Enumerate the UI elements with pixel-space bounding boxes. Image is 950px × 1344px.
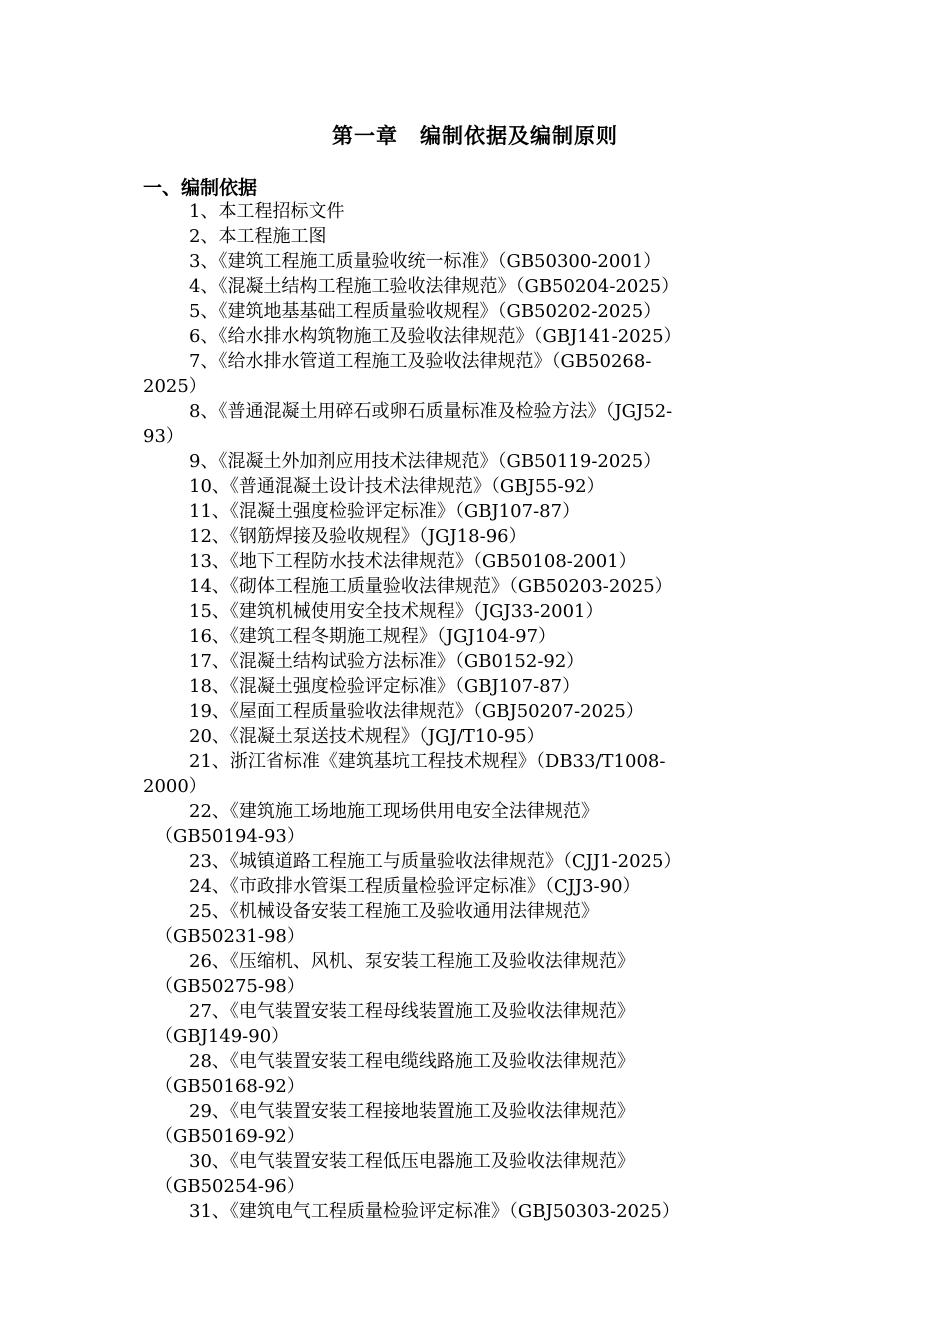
reference-item xyxy=(143,899,808,949)
reference-item-text: 7、《给水排水管道工程施工及验收法律规范》（GB50268- xyxy=(189,351,652,372)
reference-item-text: 5、《建筑地基基础工程质量验收规程》（GB50202-2025） xyxy=(189,301,662,322)
reference-item-text: 21、浙江省标准《建筑基坑工程技术规程》（DB33/T1008- xyxy=(189,751,666,772)
reference-item-text: 16、《建筑工程冬期施工规程》（JGJ104-97） xyxy=(189,626,557,647)
reference-item-text: 28、《电气装置安装工程电缆线路施工及验收法律规范》 xyxy=(189,1051,635,1072)
reference-item-continuation: （GB50275-98） xyxy=(155,976,305,997)
reference-item xyxy=(143,1099,808,1149)
reference-item-text: 10、《普通混凝土设计技术法律规范》（GBJ55-92） xyxy=(189,476,605,497)
reference-item-continuation: （GB50194-93） xyxy=(155,826,305,847)
reference-item-text: 24、《市政排水管渠工程质量检验评定标准》（CJJ3-90） xyxy=(189,876,641,897)
reference-item-text: 29、《电气装置安装工程接地装置施工及验收法律规范》 xyxy=(189,1101,635,1122)
reference-item-text: 26、《压缩机、风机、泵安装工程施工及验收法律规范》 xyxy=(189,951,635,972)
reference-item-text: 20、《混凝土泵送技术规程》（JGJ/T10-95） xyxy=(189,726,545,747)
reference-item-text: 31、《建筑电气工程质量检验评定标准》（GBJ50303-2025） xyxy=(189,1201,680,1222)
reference-item xyxy=(143,949,808,999)
reference-item-text: 17、《混凝土结构试验方法标准》（GB0152-92） xyxy=(189,651,585,672)
reference-item-continuation: （GBJ149-90） xyxy=(155,1026,290,1047)
section-heading: 一、编制依据 xyxy=(143,177,258,199)
reference-item xyxy=(143,724,808,749)
reference-item xyxy=(143,474,808,499)
reference-item-text: 19、《屋面工程质量验收法律规范》（GBJ50207-2025） xyxy=(189,701,644,722)
reference-item-text: 2、本工程施工图 xyxy=(189,226,327,247)
reference-item xyxy=(143,349,808,399)
reference-item-text: 12、《钢筋焊接及验收规程》（JGJ18-96） xyxy=(189,526,527,547)
reference-item-text: 18、《混凝土强度检验评定标准》（GBJ107-87） xyxy=(189,676,581,697)
reference-item-continuation: （GB50168-92） xyxy=(155,1076,305,1097)
reference-item-text: 3、《建筑工程施工质量验收统一标准》（GB50300-2001） xyxy=(189,251,662,272)
reference-item xyxy=(143,699,808,724)
reference-item xyxy=(143,649,808,674)
reference-item xyxy=(143,799,808,849)
reference-item-continuation: 2025） xyxy=(143,376,207,397)
reference-item xyxy=(143,674,808,699)
reference-item-continuation: （GB50231-98） xyxy=(155,926,305,947)
reference-item-text: 4、《混凝土结构工程施工验收法律规范》（GB50204-2025） xyxy=(189,276,680,297)
reference-item xyxy=(143,499,808,524)
reference-item xyxy=(143,599,808,624)
reference-item xyxy=(143,549,808,574)
reference-item xyxy=(143,274,808,299)
reference-item-text: 9、《混凝土外加剂应用技术法律规范》（GB50119-2025） xyxy=(189,451,662,472)
reference-item-continuation: 93） xyxy=(143,426,184,447)
reference-item xyxy=(143,1049,808,1099)
reference-item-text: 8、《普通混凝土用碎石或卵石质量标准及检验方法》（JGJ52- xyxy=(189,401,673,422)
reference-list xyxy=(143,199,808,1224)
reference-item-text: 13、《地下工程防水技术法律规范》（GB50108-2001） xyxy=(189,551,637,572)
reference-item xyxy=(143,399,808,449)
reference-item xyxy=(143,1149,808,1199)
reference-item xyxy=(143,574,808,599)
reference-item xyxy=(143,299,808,324)
reference-item xyxy=(143,199,808,224)
reference-item-continuation: （GB50169-92） xyxy=(155,1126,305,1147)
reference-item-text: 15、《建筑机械使用安全技术规程》（JGJ33-2001） xyxy=(189,601,604,622)
reference-item-text: 6、《给水排水构筑物施工及验收法律规范》（GBJ141-2025） xyxy=(189,326,682,347)
reference-item-continuation: 2000） xyxy=(143,776,207,797)
chapter-title: 第一章 编制依据及编制原则 xyxy=(332,124,618,148)
reference-item xyxy=(143,624,808,649)
reference-item xyxy=(143,849,808,874)
reference-item-text: 27、《电气装置安装工程母线装置施工及验收法律规范》 xyxy=(189,1001,635,1022)
reference-item xyxy=(143,524,808,549)
reference-item xyxy=(143,874,808,899)
reference-item-text: 11、《混凝土强度检验评定标准》（GBJ107-87） xyxy=(189,501,581,522)
reference-item xyxy=(143,999,808,1049)
reference-item-continuation: （GB50254-96） xyxy=(155,1176,305,1197)
reference-item-text: 22、《建筑施工场地施工现场供用电安全法律规范》 xyxy=(189,801,599,822)
reference-item-text: 25、《机械设备安装工程施工及验收通用法律规范》 xyxy=(189,901,599,922)
reference-item-text: 14、《砌体工程施工质量验收法律规范》（GB50203-2025） xyxy=(189,576,673,597)
reference-item-text: 30、《电气装置安装工程低压电器施工及验收法律规范》 xyxy=(189,1151,635,1172)
reference-item xyxy=(143,449,808,474)
reference-item xyxy=(143,1199,808,1224)
reference-item-text: 1、本工程招标文件 xyxy=(189,201,345,222)
reference-item xyxy=(143,249,808,274)
reference-item-text: 23、《城镇道路工程施工与质量验收法律规范》（CJJ1-2025） xyxy=(189,851,682,872)
reference-item xyxy=(143,749,808,799)
reference-item xyxy=(143,224,808,249)
reference-item xyxy=(143,324,808,349)
